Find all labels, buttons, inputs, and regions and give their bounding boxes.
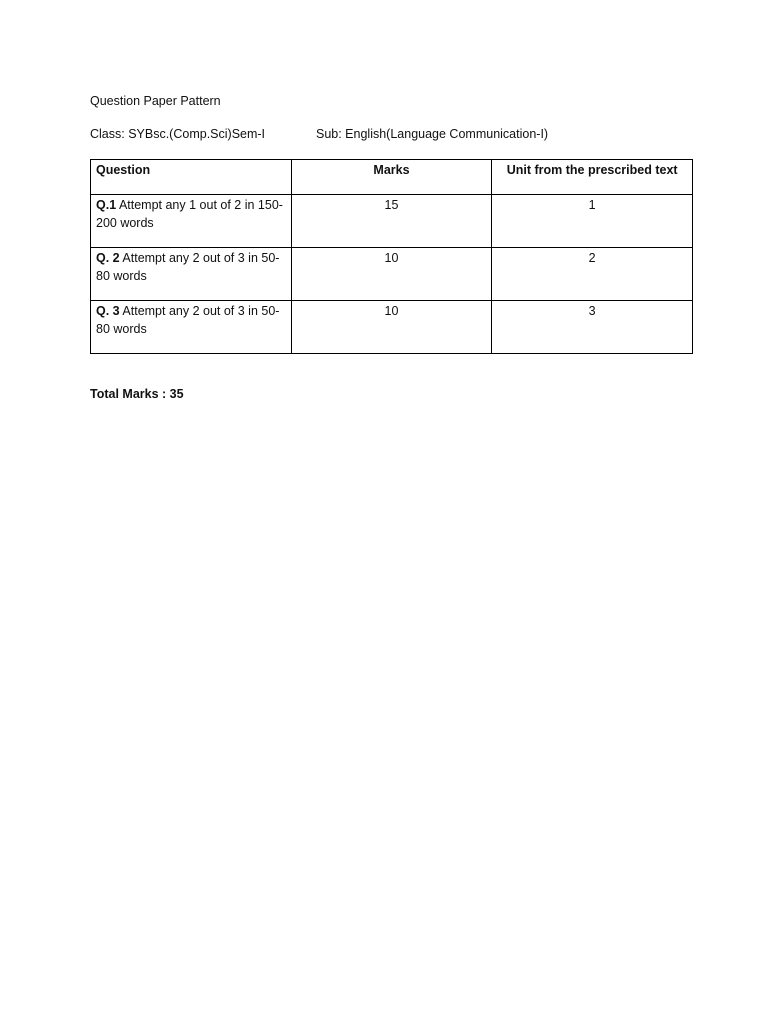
total-marks — [90, 387, 184, 401]
header-marks: Marks — [291, 160, 492, 195]
document-title: Question Paper Pattern — [90, 94, 221, 108]
question-cell — [91, 248, 292, 301]
question-text: Attempt any 1 out of 2 in 150-200 words — [96, 198, 283, 230]
table-row — [91, 195, 693, 248]
class-info: Class: SYBsc.(Comp.Sci)Sem-I — [90, 127, 266, 141]
question-number: Q. 2 — [96, 251, 120, 265]
table-row — [91, 301, 693, 354]
question-number: Q.1 — [96, 198, 117, 212]
question-text: Attempt any 2 out of 3 in 50-80 words — [96, 304, 280, 336]
total-marks-value: 35 — [169, 387, 184, 401]
marks-cell: 10 — [291, 248, 492, 301]
total-marks-label: Total Marks : — [90, 387, 170, 401]
marks-cell: 10 — [291, 301, 492, 354]
question-cell — [91, 301, 292, 354]
question-pattern-table — [90, 159, 693, 354]
subject-info: Sub: English(Language Communication-I) — [316, 127, 549, 141]
marks-cell: 15 — [291, 195, 492, 248]
header-question: Question — [91, 160, 292, 195]
header-unit: Unit from the prescribed text — [492, 160, 693, 195]
unit-cell: 1 — [492, 195, 693, 248]
question-cell — [91, 195, 292, 248]
unit-cell: 3 — [492, 301, 693, 354]
unit-cell: 2 — [492, 248, 693, 301]
table-header-row — [91, 160, 693, 195]
question-number: Q. 3 — [96, 304, 120, 318]
table-row — [91, 248, 693, 301]
question-text: Attempt any 2 out of 3 in 50-80 words — [96, 251, 280, 283]
